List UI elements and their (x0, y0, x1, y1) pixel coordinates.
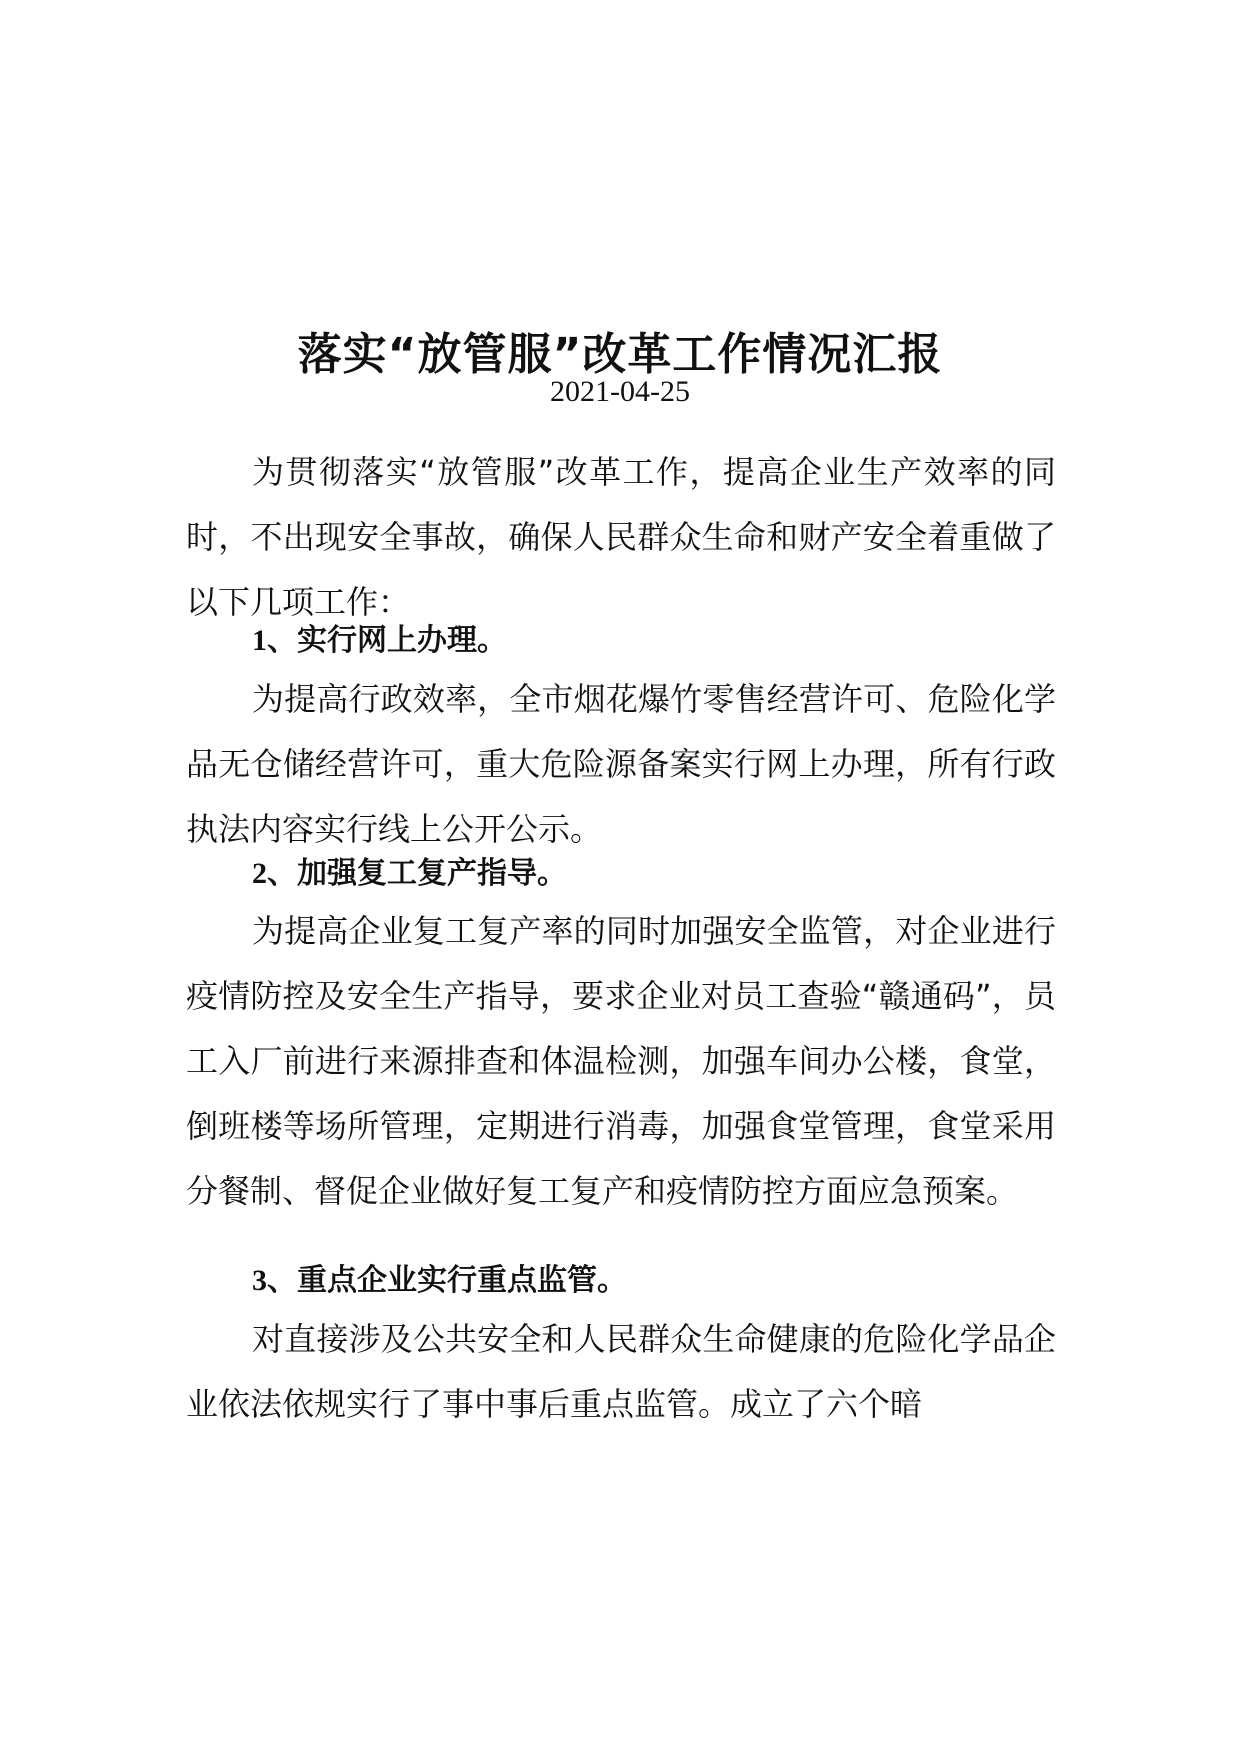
section-3-paragraph: 对直接涉及公共安全和人民群众生命健康的危险化学品企业依法依规实行了事中事后重点监管。成立了六个暗 (186, 1320, 1056, 1423)
section-3-title: 重点企业实行重点监管。 (297, 1263, 627, 1298)
section-2-number: 2、 (252, 857, 297, 890)
section-2-paragraph: 为提高企业复工复产率的同时加强安全监管，对企业进行疫情防控及安全生产指导，要求企业对员工查验“赣通码”，员工入厂前进行来源排查和体温检测，加强车间办公楼，食堂，倒班楼等场所管理，定期进行消毒，加强食堂管理，食堂采用分餐制、督促企业做好复工复产和疫情防控方面应急预案。 (186, 912, 1056, 1210)
section-1-heading (252, 621, 1052, 661)
section-2-heading (252, 854, 1052, 894)
section-1-paragraph: 为提高行政效率，全市烟花爆竹零售经营许可、危险化学品无仓储经营许可，重大危险源备案实行网上办理，所有行政执法内容实行线上公开公示。 (186, 680, 1056, 848)
section-3-number: 3、 (252, 1264, 297, 1297)
section-1-number: 1、 (252, 624, 297, 657)
section-3-heading (252, 1261, 1052, 1301)
intro-paragraph: 为贯彻落实“放管服”改革工作，提高企业生产效率的同时，不出现安全事故，确保人民群众生命和财产安全着重做了以下几项工作： (186, 453, 1056, 621)
document-title: 落实“放管服”改革工作情况汇报 (297, 329, 943, 381)
section-1-title: 实行网上办理。 (297, 623, 507, 658)
section-2-title: 加强复工复产指导。 (297, 856, 567, 891)
document-date: 2021-04-25 (550, 375, 690, 408)
